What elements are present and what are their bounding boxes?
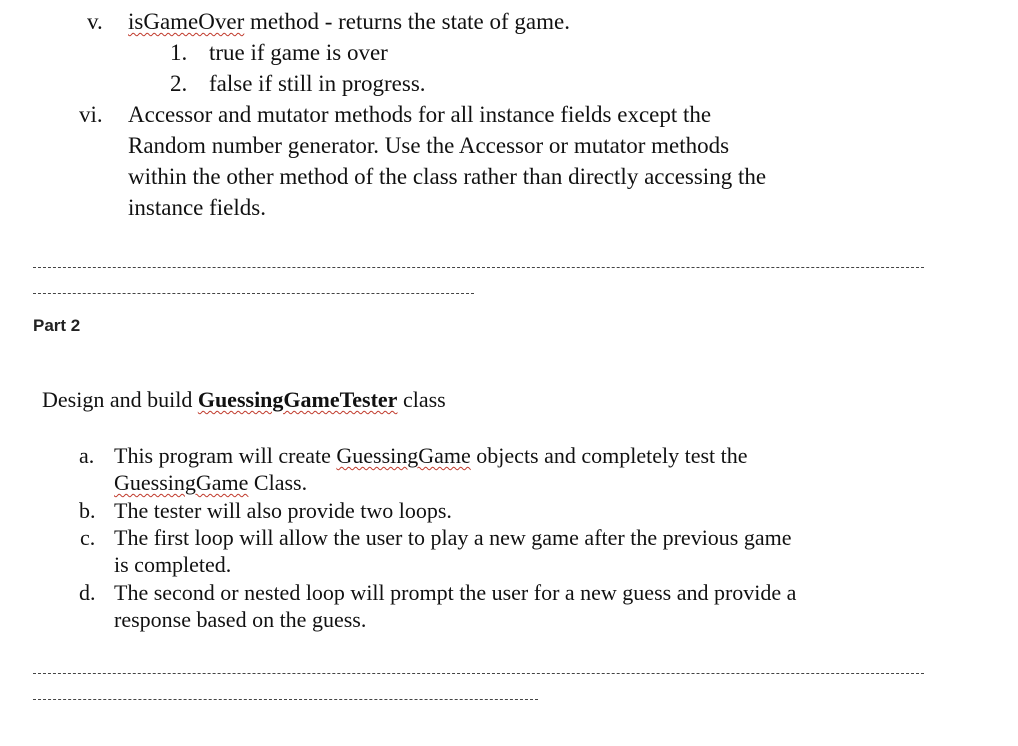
item-a-line-2 (114, 469, 307, 497)
dashed-divider-short (33, 293, 474, 294)
subitem-1-text: true if game is over (209, 40, 388, 65)
item-c-line-2: is completed. (114, 552, 232, 577)
item-c-marker: c. (80, 525, 96, 550)
item-vi-line-3: within the other method of the class rather than directly accessing the (128, 164, 767, 189)
subitem-2-marker: 2. (170, 71, 188, 96)
item-d-marker: d. (79, 580, 96, 605)
item-a-prefix: This program will create (114, 443, 337, 468)
dashed-divider-bottom (33, 673, 924, 674)
item-a-line-1 (114, 442, 748, 470)
item-c-line-1: The first loop will allow the user to play a new game after the previous game (114, 525, 792, 550)
dashed-divider (33, 267, 924, 268)
item-v-marker: v. (87, 9, 103, 34)
dashed-divider-bottom-short (33, 699, 538, 700)
item-a-term: GuessingGame (336, 443, 471, 468)
item-v-description: method - returns the state of game. (244, 9, 570, 34)
item-a-term-2: GuessingGame (114, 470, 249, 495)
subitem-2-text: false if still in progress. (209, 71, 426, 96)
part-2-heading: Part 2 (33, 316, 81, 335)
item-b-text: The tester will also provide two loops. (114, 498, 452, 523)
item-b-marker: b. (79, 498, 96, 523)
is-game-over-method-name: isGameOver (128, 9, 245, 34)
class-name: GuessingGameTester (197, 387, 398, 412)
intro-prefix: Design and build (42, 387, 198, 412)
item-vi-line-1: Accessor and mutator methods for all instance fields except the (128, 102, 712, 127)
item-vi-marker: vi. (79, 102, 103, 127)
item-vi-line-2: Random number generator. Use the Accessor or mutator methods (128, 133, 730, 158)
item-a-suffix-2: Class. (248, 470, 308, 495)
subitem-1-marker: 1. (170, 40, 188, 65)
item-a-marker: a. (79, 443, 95, 468)
part-2-intro (42, 386, 446, 414)
item-d-line-2: response based on the guess. (114, 607, 367, 632)
item-d-line-1: The second or nested loop will prompt the user for a new guess and provide a (114, 580, 797, 605)
item-a-suffix: objects and completely test the (470, 443, 748, 468)
intro-suffix: class (397, 387, 446, 412)
item-v-text (128, 6, 570, 37)
item-vi-line-4: instance fields. (128, 195, 266, 220)
